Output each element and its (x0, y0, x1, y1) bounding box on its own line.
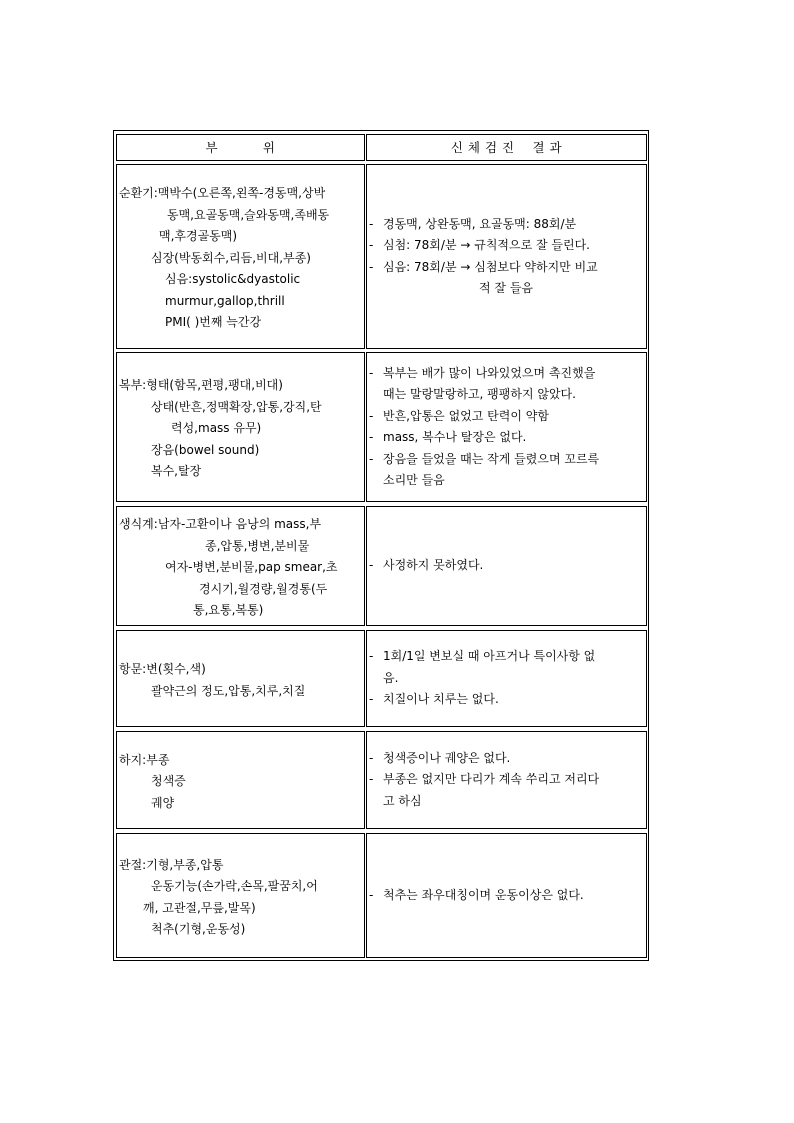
region-line: 복수,탈장 (151, 464, 202, 479)
result-line: - 반흔,압통은 없었고 탄력이 약함 (369, 408, 549, 423)
region-line: 복부:형태(함목,편평,팽대,비대) (119, 378, 283, 393)
region-line: 종,압통,병변,분비물 (205, 538, 310, 553)
region-line: PMI( )번째 늑간강 (165, 315, 262, 330)
result-line: 적 잘 들음 (479, 281, 533, 295)
row-circulatory-result (366, 164, 647, 349)
region-line: 여자-병변,분비물,pap smear,초 (165, 560, 338, 575)
result-line: - 1회/1일 변보실 때 아프거나 특이사항 없 (369, 649, 596, 664)
region-line: 장음(bowel sound) (151, 442, 260, 457)
result-line: - 장음을 들었을 때는 작게 들렸으며 꼬르륵 (369, 451, 600, 466)
result-line: 고 하심 (383, 793, 422, 808)
row-lower-limb-region (116, 731, 365, 829)
row-anus-result (366, 630, 647, 727)
result-line: - 경동맥, 상완동맥, 요골동맥: 88회/분 (369, 216, 577, 231)
row-joint-result (366, 833, 647, 958)
region-line: 생식계:남자-고환이나 음낭의 mass,부 (119, 517, 322, 532)
header-result (366, 134, 647, 161)
region-line: 상태(반흔,정맥확장,압통,강직,탄 (151, 399, 322, 414)
row-abdomen-result (366, 352, 647, 502)
row-circulatory-region (116, 164, 365, 349)
result-line: 소리만 들음 (383, 473, 445, 487)
header-region-label: 부 위 (205, 139, 276, 155)
row-lower-limb-result (366, 731, 647, 829)
row-joint-region (116, 833, 365, 958)
region-line: murmur,gallop,thrill (165, 293, 285, 308)
region-line: 척추(기형,운동성) (151, 922, 246, 936)
region-line: 동맥,요골동맥,슬와동맥,족배동 (167, 207, 330, 222)
region-line: 관절:기형,부종,압통 (119, 857, 224, 872)
region-line: 운동기능(손가락,손목,팔꿈치,어 (151, 879, 318, 893)
region-line: 통,요통,복통) (193, 603, 264, 618)
result-line: - 청색증이나 궤양은 없다. (369, 750, 511, 765)
result-line: - 척추는 좌우대칭이며 운동이상은 없다. (369, 887, 584, 902)
region-line: 심장(박동회수,리듬,비대,부종) (151, 250, 311, 265)
header-result-label: 신 체 검 진 결 과 (450, 139, 563, 155)
result-line: - 부종은 없지만 다리가 계속 쑤리고 저리다 (369, 772, 600, 787)
region-line: 청색증 (151, 774, 186, 789)
result-line: - 사정하지 못하였다. (369, 558, 484, 573)
region-line: 순환기:맥박수(오른쪽,왼쪽-경동맥,상박 (119, 186, 326, 201)
region-line: 항문:변(횟수,색) (119, 662, 206, 676)
row-reproductive-region (116, 506, 365, 626)
result-line: - 복부는 배가 많이 나와있었으며 촉진했을 (369, 365, 596, 380)
result-line: 음. (383, 670, 399, 685)
region-line: 하지:부종 (119, 752, 170, 767)
region-line: 심음:systolic&dyastolic (165, 272, 301, 287)
region-line: 맥,후경골동맥) (159, 229, 238, 244)
region-line: 깨, 고관절,무릎,발목) (143, 900, 256, 915)
result-line: - mass, 복수나 탈장은 없다. (369, 430, 527, 444)
region-line: 궤양 (151, 795, 175, 810)
region-line: 력성,mass 유무) (171, 421, 262, 436)
result-line: - 심음: 78회/분 → 심첨보다 약하지만 비교 (369, 259, 598, 274)
row-abdomen-region (116, 352, 365, 502)
region-line: 경시기,월경량,월경통(두 (199, 581, 328, 596)
region-line: 괄약근의 정도,압통,치루,치질 (151, 683, 306, 698)
result-line: - 치질이나 치루는 없다. (369, 692, 499, 707)
row-anus-region (116, 630, 365, 727)
row-reproductive-result (366, 506, 647, 626)
result-line: - 심첨: 78회/분 → 규칙적으로 잘 들린다. (369, 238, 590, 252)
result-line: 때는 말랑말랑하고, 팽팽하지 않았다. (383, 387, 576, 401)
header-region (116, 134, 365, 161)
